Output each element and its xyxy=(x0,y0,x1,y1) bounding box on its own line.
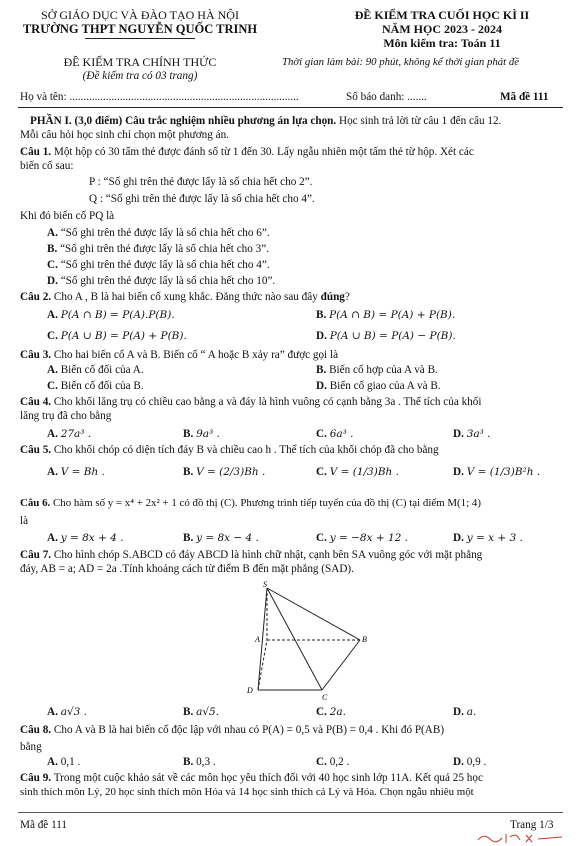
question-7-label: Câu 7. xyxy=(20,549,52,561)
question-8-text: Cho A và B là hai biến cố độc lập với nhau có P(A) = 0,5 và P(B) = 0,4 . Khi đó P(AB) xyxy=(51,724,445,736)
question-1-label: Câu 1. xyxy=(20,146,52,158)
question-6-option-c[interactable] xyxy=(316,532,408,545)
option-text: y = 8x − 4 . xyxy=(196,532,259,544)
question-4-option-c[interactable] xyxy=(316,428,354,441)
question-2-emphasis: đúng xyxy=(317,291,345,303)
option-letter: D. xyxy=(316,330,327,342)
option-text: 2a. xyxy=(329,706,346,718)
option-letter: C. xyxy=(47,259,58,271)
option-text: “Số ghi trên thẻ được lấy là số chia hết cho 10”. xyxy=(60,275,276,287)
option-text: P(A ∩ B) = P(A).P(B). xyxy=(60,309,175,321)
option-text: 0,3 . xyxy=(196,756,216,768)
question-1-text: Một hộp có 30 tấm thẻ được đánh số từ 1 đến 30. Lấy ngẫu nhiên một tấm thẻ từ hộp. Xét các xyxy=(51,146,474,158)
question-8-option-c[interactable] xyxy=(316,756,349,769)
part1-title-line xyxy=(30,115,501,128)
option-letter: A. xyxy=(47,364,58,376)
question-8 xyxy=(20,724,444,737)
option-text: 3a³ . xyxy=(466,428,491,440)
question-9-label: Câu 9. xyxy=(20,772,52,784)
question-2-option-d[interactable] xyxy=(316,330,456,343)
question-7-text-2: đáy, AB = a; AD = 2a .Tính khoảng cách từ điểm B đến mặt phẳng (SAD). xyxy=(20,563,354,575)
part1-title: PHẦN I. (3,0 điểm) Câu trắc nghiệm nhiều phương án lựa chọn. xyxy=(30,115,337,127)
question-5-option-c[interactable] xyxy=(316,466,399,479)
option-letter: B. xyxy=(183,706,194,718)
option-letter: B. xyxy=(183,756,194,768)
question-1-option-a[interactable] xyxy=(47,227,270,240)
option-letter: A. xyxy=(47,532,58,544)
question-4-text-2: lăng trụ đã cho bằng xyxy=(20,410,112,422)
student-id-field: Số báo danh: ....... xyxy=(346,91,427,103)
option-text: y = x + 3 . xyxy=(466,532,523,544)
official-label: ĐỀ KIỂM TRA CHÍNH THỨC xyxy=(63,55,217,69)
question-4-text: Cho khối lăng trụ có chiều cao bằng a và đáy là hình vuông có cạnh bằng 3a . Thể tích của khối xyxy=(51,396,482,408)
option-letter: A. xyxy=(47,466,58,478)
edge-da xyxy=(258,640,267,690)
question-8-option-b[interactable] xyxy=(183,756,216,769)
option-letter: B. xyxy=(47,243,58,255)
question-1 xyxy=(20,146,474,159)
question-6-text-2: là xyxy=(20,515,29,527)
question-1-option-d[interactable] xyxy=(47,275,275,288)
question-3-label: Câu 3. xyxy=(20,349,52,361)
question-6-label: Câu 6. xyxy=(20,497,51,509)
question-3-text: Cho hai biến cố A và B. Biến cố “ A hoặc B xảy ra” được gọi là xyxy=(51,349,339,361)
question-1-option-c[interactable] xyxy=(47,259,270,272)
question-8-text-2: bằng xyxy=(20,741,42,753)
option-letter: B. xyxy=(183,466,194,478)
department-name: SỞ GIÁO DỤC VÀ ĐÀO TẠO HÀ NỘI xyxy=(41,8,239,22)
question-3 xyxy=(20,349,338,362)
option-letter: B. xyxy=(183,532,194,544)
question-5-text: Cho khối chóp có diện tích đáy B và chiều cao h . Thể tích của khối chóp đã cho bằng xyxy=(51,444,439,456)
option-letter: C. xyxy=(47,380,58,392)
option-letter: D. xyxy=(453,706,464,718)
vertex-a: A xyxy=(255,635,260,644)
option-text: 0,1 . xyxy=(60,756,81,768)
option-text: 27a³ . xyxy=(60,428,92,440)
option-letter: D. xyxy=(453,532,464,544)
option-letter: A. xyxy=(47,706,58,718)
option-letter: B. xyxy=(316,309,327,321)
question-1-text-2: biến cố sau: xyxy=(20,160,74,172)
option-letter: C. xyxy=(47,330,58,342)
option-text: Biến cố giao của A và B. xyxy=(329,380,441,392)
question-6-option-d[interactable] xyxy=(453,532,523,545)
question-5-option-b[interactable] xyxy=(183,466,265,479)
question-1-prompt: Khi đó biến cố PQ là xyxy=(20,210,115,222)
option-letter: A. xyxy=(47,428,58,440)
school-name: TRƯỜNG THPT NGUYỄN QUỐC TRINH xyxy=(22,22,258,36)
question-4-option-d[interactable] xyxy=(453,428,491,441)
option-text: y = 8x + 4 . xyxy=(60,532,124,544)
option-text: V = (1/3)B²h . xyxy=(466,466,541,478)
option-text: Biến cố đối của B. xyxy=(60,380,144,392)
question-5 xyxy=(20,444,439,457)
option-text: V = Bh . xyxy=(60,466,105,478)
option-letter: C. xyxy=(316,706,327,718)
question-2-label: Câu 2. xyxy=(20,291,52,303)
option-letter: D. xyxy=(316,380,327,392)
school-year: NĂM HỌC 2023 - 2024 xyxy=(382,22,502,36)
question-2-option-a[interactable] xyxy=(47,309,175,322)
question-1-option-b[interactable] xyxy=(47,243,269,256)
option-text: 6a³ . xyxy=(329,428,354,440)
question-3-option-c[interactable] xyxy=(47,380,144,393)
option-text: P(A ∪ B) = P(A) − P(B). xyxy=(329,330,456,342)
vertex-d: D xyxy=(247,686,253,695)
question-4-option-a[interactable] xyxy=(47,428,91,441)
option-text: y = −8x + 12 . xyxy=(329,532,409,544)
question-3-option-a[interactable] xyxy=(47,364,144,377)
event-p: P : “Số ghi trên thẻ được lấy là số chia hết cho 2”. xyxy=(89,176,313,188)
option-text: Biến cố đối của A. xyxy=(60,364,144,376)
question-7-option-b[interactable] xyxy=(183,706,219,719)
vertex-b: B xyxy=(362,635,367,644)
option-letter: D. xyxy=(47,275,58,287)
student-name-field: Họ và tên: .................................................................................. xyxy=(20,91,299,103)
question-2 xyxy=(20,291,350,304)
option-text: “Số ghi trên thẻ được lấy là số chia hết cho 6”. xyxy=(60,227,270,239)
question-8-label: Câu 8. xyxy=(20,724,52,736)
question-9-text: Trong một cuộc khảo sát về các môn học yêu thích đối với 40 học sinh lớp 11A. Kết quả 25 học xyxy=(51,772,483,784)
option-letter: C. xyxy=(316,532,327,544)
option-letter: B. xyxy=(316,364,327,376)
pages-note: (Đề kiểm tra có 03 trang) xyxy=(82,70,198,82)
time-note: Thời gian làm bài: 90 phút, không kể thời gian phát đề xyxy=(282,56,520,68)
question-7-text: Cho hình chóp S.ABCD có đáy ABCD là hình chữ nhật, cạnh bên SA vuông góc với mặt phẳng xyxy=(51,549,483,561)
subject: Môn kiểm tra: Toán 11 xyxy=(383,36,501,50)
page-number: Trang 1/3 xyxy=(510,819,554,831)
question-4-option-b[interactable] xyxy=(183,428,220,441)
question-6-text: Cho hàm số y = x⁴ + 2x² + 1 có đồ thị (C). Phương trình tiếp tuyến của đồ thị (C) tại điểm M(1; 4) xyxy=(50,497,481,509)
option-text: a√3 . xyxy=(60,706,87,718)
option-letter: A. xyxy=(47,227,58,239)
question-6-option-a[interactable] xyxy=(47,532,124,545)
question-6-option-b[interactable] xyxy=(183,532,259,545)
question-4-label: Câu 4. xyxy=(20,396,52,408)
question-5-label: Câu 5. xyxy=(20,444,52,456)
part1-instruction: Học sinh trả lời từ câu 1 đến câu 12. xyxy=(336,115,502,127)
question-8-option-d[interactable] xyxy=(453,756,486,769)
question-7 xyxy=(20,549,482,562)
question-2-option-c[interactable] xyxy=(47,330,187,343)
option-letter: A. xyxy=(47,756,58,768)
option-text: V = (1/3)Bh . xyxy=(329,466,399,478)
option-text: P(A ∩ B) = P(A) + P(B). xyxy=(329,309,456,321)
option-letter: C. xyxy=(316,428,327,440)
vertex-c: C xyxy=(322,693,328,702)
option-text: “Số ghi trên thẻ được lấy là số chia hết cho 4”. xyxy=(60,259,270,271)
header-separator xyxy=(18,107,563,108)
exam-code: Mã đề 111 xyxy=(500,91,549,103)
event-q: Q : “Số ghi trên thẻ được lấy là số chia hết cho 4”. xyxy=(89,193,315,205)
header-underline xyxy=(85,38,195,39)
question-3-option-b[interactable] xyxy=(316,364,438,377)
question-5-option-d[interactable] xyxy=(453,466,540,479)
handwritten-mark xyxy=(476,831,566,845)
option-text: “Số ghi trên thẻ được lấy là số chia hết cho 3”. xyxy=(60,243,270,255)
option-letter: D. xyxy=(453,428,464,440)
exam-title: ĐỀ KIỂM TRA CUỐI HỌC KÌ II xyxy=(354,8,530,22)
option-letter: D. xyxy=(453,756,464,768)
option-letter: C. xyxy=(316,466,327,478)
question-6 xyxy=(20,497,481,510)
option-letter: A. xyxy=(47,309,58,321)
option-text: Biến cố hợp của A và B. xyxy=(329,364,438,376)
edge-cb xyxy=(322,640,360,690)
option-text: P(A ∪ B) = P(A) + P(B). xyxy=(60,330,187,342)
question-3-option-d[interactable] xyxy=(316,380,441,393)
question-2-text: Cho A , B là hai biến cố xung khắc. Đẳng thức nào sau đây xyxy=(51,291,318,303)
question-7-option-d[interactable] xyxy=(453,706,476,719)
option-letter: D. xyxy=(453,466,464,478)
option-text: 0,2 . xyxy=(329,756,350,768)
question-2-option-b[interactable] xyxy=(316,309,455,322)
question-9 xyxy=(20,772,483,785)
option-text: a. xyxy=(466,706,477,718)
option-text: 9a³ . xyxy=(196,428,220,440)
option-text: a√5. xyxy=(196,706,220,718)
question-8-option-a[interactable] xyxy=(47,756,80,769)
option-text: 0,9 . xyxy=(466,756,487,768)
footer-exam-code: Mã đề 111 xyxy=(20,819,68,831)
question-9-text-2: sinh thích môn Lý, 20 học sinh thích môn Hóa và 14 học sinh thích cả Lý và Hóa. Chọn ngẫu nhiêu một xyxy=(20,786,474,798)
footer-separator xyxy=(18,812,563,813)
option-letter: B. xyxy=(183,428,194,440)
question-2-end: ? xyxy=(344,291,350,303)
option-letter: C. xyxy=(316,756,327,768)
question-7-option-a[interactable] xyxy=(47,706,87,719)
question-4 xyxy=(20,396,481,409)
part1-instruction-2: Mỗi câu hỏi học sinh chỉ chọn một phương án. xyxy=(20,129,229,141)
vertex-s: S xyxy=(263,580,267,589)
option-text: V = (2/3)Bh . xyxy=(196,466,266,478)
question-5-option-a[interactable] xyxy=(47,466,105,479)
question-7-option-c[interactable] xyxy=(316,706,346,719)
pyramid-figure xyxy=(205,578,380,703)
